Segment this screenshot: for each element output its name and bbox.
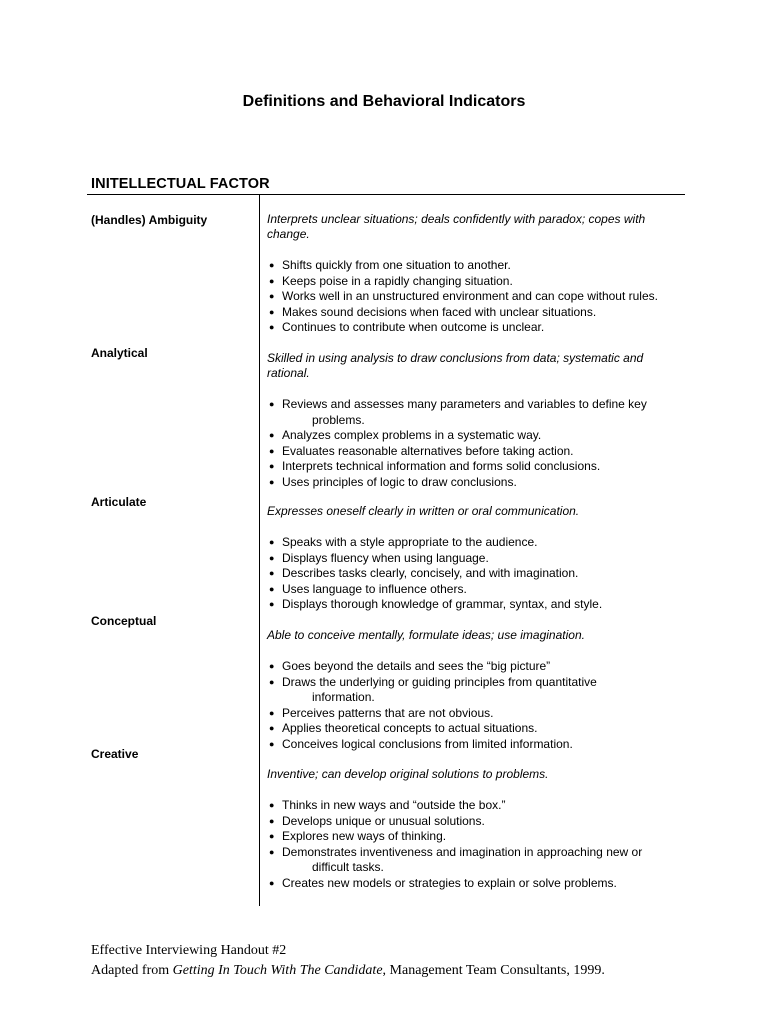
list-item: ● Thinks in new ways and “outside the box.”	[269, 798, 506, 812]
definition-analytical: Skilled in using analysis to draw conclusions from data; systematic and rational.	[267, 351, 644, 380]
bullet-icon: ●	[269, 552, 275, 563]
list-item: ● Reviews and assesses many parameters and variables to define key problems.	[269, 397, 647, 427]
list-item: ● Uses principles of logic to draw conclusions.	[269, 474, 517, 489]
bullet-icon: ●	[269, 537, 275, 547]
bullet-icon: ●	[269, 707, 275, 718]
definition-ambiguity: Interprets unclear situations; deals confidently with paradox; copes with change.	[267, 212, 646, 241]
bullet-icon: ●	[269, 568, 275, 578]
term-creative: Creative	[91, 747, 139, 761]
list-item: ● Interprets technical information and forms solid conclusions.	[269, 459, 601, 473]
source-title: Getting In Touch With The Candidate	[172, 963, 383, 978]
bullet-icon: ●	[269, 877, 275, 888]
bullet-icon: ●	[269, 846, 275, 857]
bullet-icon: ●	[269, 306, 275, 317]
list-item: ● Shifts quickly from one situation to another.	[269, 258, 511, 272]
list-item: ● Uses language to influence others.	[269, 581, 467, 596]
list-item: ● Speaks with a style appropriate to the audience.	[269, 535, 538, 549]
list-item: ● Analyzes complex problems in a systematic way.	[269, 428, 542, 442]
bullet-icon: ●	[269, 661, 275, 671]
list-item: ● Displays thorough knowledge of grammar, syntax, and style.	[269, 597, 603, 611]
list-item: ● Creates new models or strategies to explain or solve problems.	[269, 875, 617, 890]
bullet-icon: ●	[269, 476, 275, 487]
bullet-icon: ●	[269, 399, 275, 409]
footer	[91, 941, 605, 981]
list-item: ● Works well in an unstructured environment and can cope without rules.	[269, 289, 658, 303]
term-analytical: Analytical	[91, 346, 148, 360]
list-item: ● Draws the underlying or guiding principles from quantitative information.	[269, 674, 597, 704]
indicators-analytical	[269, 397, 684, 490]
indicators-creative	[269, 798, 684, 891]
definition-conceptual: Able to conceive mentally, formulate ideas; use imagination.	[267, 628, 585, 642]
bullet-icon: ●	[269, 723, 275, 733]
list-item: ● Displays fluency when using language.	[269, 550, 489, 565]
bullet-icon: ●	[269, 599, 275, 609]
indicators-articulate	[269, 535, 684, 613]
indicators-ambiguity	[269, 258, 684, 336]
bullet-icon: ●	[269, 430, 275, 440]
bullet-icon: ●	[269, 738, 275, 749]
footer-source-line: Adapted from Getting In Touch With The Candidate, Management Team Consultants, 1999.	[91, 963, 605, 978]
section-heading: INITELLECTUAL FACTOR	[91, 176, 270, 192]
indicators-conceptual	[269, 659, 684, 752]
definition-articulate: Expresses oneself clearly in written or oral communication.	[267, 504, 580, 518]
definition-creative: Inventive; can develop original solutions to problems.	[267, 767, 549, 781]
bullet-icon: ●	[269, 445, 275, 456]
bullet-icon: ●	[269, 831, 275, 841]
list-item: ● Describes tasks clearly, concisely, and with imagination.	[269, 566, 579, 580]
vertical-divider	[259, 195, 260, 906]
term-articulate: Articulate	[91, 495, 147, 509]
bullet-icon: ●	[269, 583, 275, 594]
page-title: Definitions and Behavioral Indicators	[242, 93, 526, 110]
list-item: ● Makes sound decisions when faced with unclear situations.	[269, 304, 597, 319]
bullet-icon: ●	[269, 291, 275, 301]
list-item: ● Keeps poise in a rapidly changing situation.	[269, 273, 513, 288]
list-item: ● Continues to contribute when outcome is unclear.	[269, 320, 545, 334]
list-item: ● Explores new ways of thinking.	[269, 829, 447, 843]
bullet-icon: ●	[269, 461, 275, 471]
bullet-icon: ●	[269, 275, 275, 286]
bullet-icon: ●	[269, 676, 275, 687]
list-item: ● Develops unique or unusual solutions.	[269, 813, 485, 828]
horizontal-divider	[87, 194, 685, 195]
term-conceptual: Conceptual	[91, 614, 157, 628]
list-item: ● Applies theoretical concepts to actual situations.	[269, 721, 538, 735]
list-item: ● Demonstrates inventiveness and imagination in approaching new or difficult tasks.	[269, 844, 643, 874]
list-item: ● Conceives logical conclusions from limited information.	[269, 736, 573, 751]
list-item: ● Perceives patterns that are not obvious.	[269, 705, 494, 720]
bullet-icon: ●	[269, 260, 275, 270]
bullet-icon: ●	[269, 322, 275, 332]
bullet-icon: ●	[269, 815, 275, 826]
bullet-icon: ●	[269, 800, 275, 810]
term-ambiguity: (Handles) Ambiguity	[91, 213, 208, 227]
list-item: ● Evaluates reasonable alternatives before taking action.	[269, 443, 574, 458]
footer-handout-line: Effective Interviewing Handout #2	[91, 943, 287, 958]
list-item: ● Goes beyond the details and sees the “big picture”	[269, 659, 551, 673]
